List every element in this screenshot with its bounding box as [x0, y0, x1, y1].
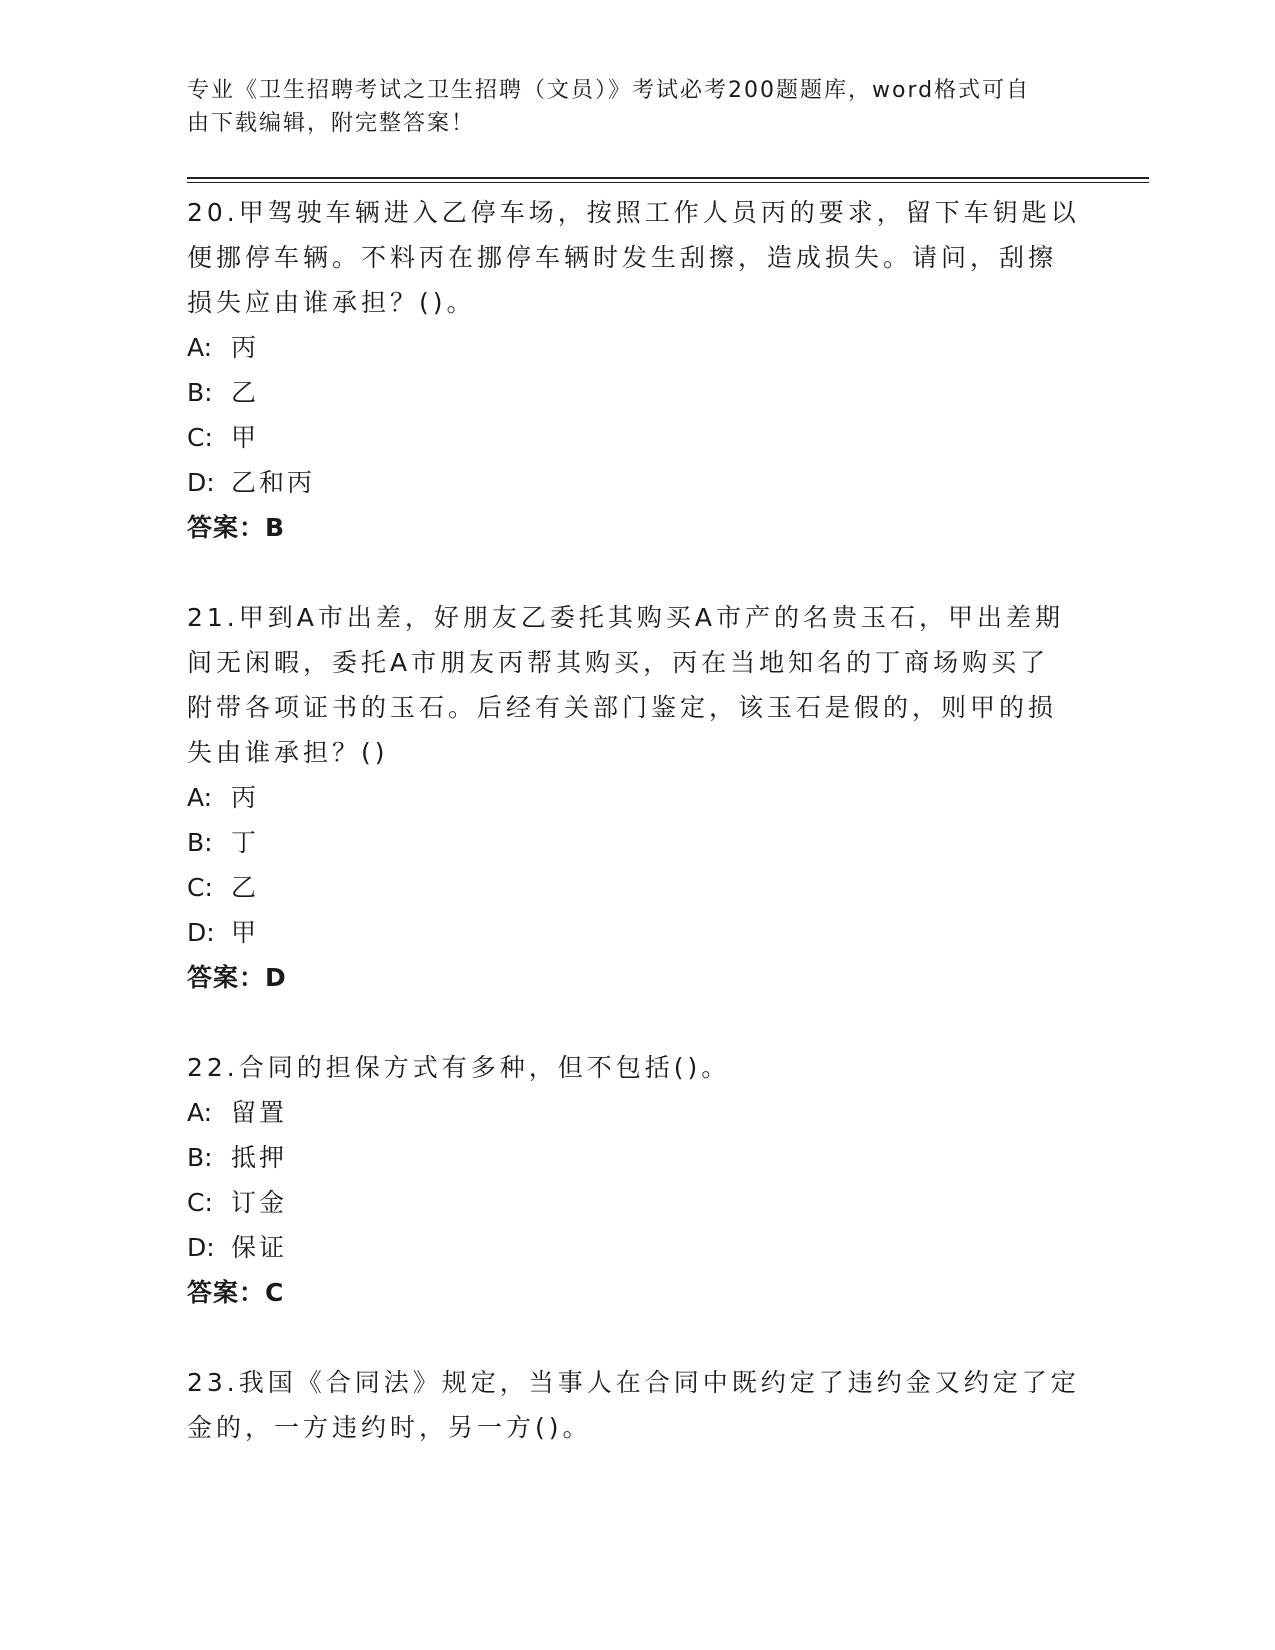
answer-option	[187, 370, 1087, 415]
question-text-line: 22.合同的担保方式有多种，但不包括()。	[187, 1053, 731, 1082]
option-label: B:	[187, 378, 213, 407]
question-text-line: 23.我国《合同法》规定，当事人在合同中既约定了违约金又约定了定	[187, 1368, 1080, 1397]
answer-option	[187, 1090, 1087, 1135]
question-text-line: 便挪停车辆。不料丙在挪停车辆时发生刮擦，造成损失。请问，刮擦	[187, 243, 1058, 272]
answer-option	[187, 775, 1087, 820]
question-text-line: 21.甲到A市出差，好朋友乙委托其购买A市产的名贵玉石，甲出差期	[187, 603, 1064, 632]
option-label: C:	[187, 1188, 213, 1217]
header-rule	[187, 177, 1149, 179]
option-label: A:	[187, 1098, 213, 1127]
option-text: 丁	[231, 828, 260, 857]
option-text: 甲	[231, 423, 260, 452]
answer-option	[187, 1180, 1087, 1225]
option-text: 丙	[231, 333, 260, 362]
document-header	[187, 74, 1067, 140]
option-label: B:	[187, 1143, 213, 1172]
option-text: 乙和丙	[231, 468, 316, 497]
question-block	[187, 1045, 1087, 1315]
header-rule-thin	[187, 182, 1149, 183]
option-text: 留置	[231, 1098, 288, 1127]
option-label: C:	[187, 873, 213, 902]
answer-key: 答案：C	[187, 1278, 285, 1307]
answer-option	[187, 1225, 1087, 1270]
option-label: D:	[187, 468, 215, 497]
question-text-line: 失由谁承担？()	[187, 738, 389, 767]
option-label: A:	[187, 333, 213, 362]
answer-key: 答案：B	[187, 513, 286, 542]
option-text: 甲	[231, 918, 260, 947]
option-label: D:	[187, 918, 215, 947]
question-text-line: 损失应由谁承担？()。	[187, 288, 476, 317]
answer-option	[187, 910, 1087, 955]
question-block	[187, 190, 1087, 550]
option-label: D:	[187, 1233, 215, 1262]
answer-option	[187, 820, 1087, 865]
option-text: 订金	[231, 1188, 288, 1217]
header-line: 专业《卫生招聘考试之卫生招聘（文员）》考试必考200题题库，word格式可自	[187, 78, 1031, 103]
answer-option	[187, 415, 1087, 460]
option-text: 乙	[231, 873, 260, 902]
question-text-line: 间无闲暇，委托A市朋友丙帮其购买，丙在当地知名的丁商场购买了	[187, 648, 1050, 677]
question-text-line: 20.甲驾驶车辆进入乙停车场，按照工作人员丙的要求，留下车钥匙以	[187, 198, 1080, 227]
answer-option	[187, 325, 1087, 370]
answer-option	[187, 1135, 1087, 1180]
question-block	[187, 595, 1087, 1000]
question-block	[187, 1360, 1087, 1450]
option-text: 乙	[231, 378, 260, 407]
header-line: 由下载编辑，附完整答案！	[187, 111, 476, 136]
option-label: C:	[187, 423, 213, 452]
option-text: 保证	[231, 1233, 288, 1262]
option-text: 丙	[231, 783, 260, 812]
answer-key: 答案：D	[187, 963, 287, 992]
answer-option	[187, 865, 1087, 910]
question-text-line: 附带各项证书的玉石。后经有关部门鉴定，该玉石是假的，则甲的损	[187, 693, 1058, 722]
option-text: 抵押	[231, 1143, 288, 1172]
question-list	[187, 190, 1087, 1495]
option-label: B:	[187, 828, 213, 857]
option-label: A:	[187, 783, 213, 812]
answer-option	[187, 460, 1087, 505]
question-text-line: 金的，一方违约时，另一方()。	[187, 1413, 592, 1442]
